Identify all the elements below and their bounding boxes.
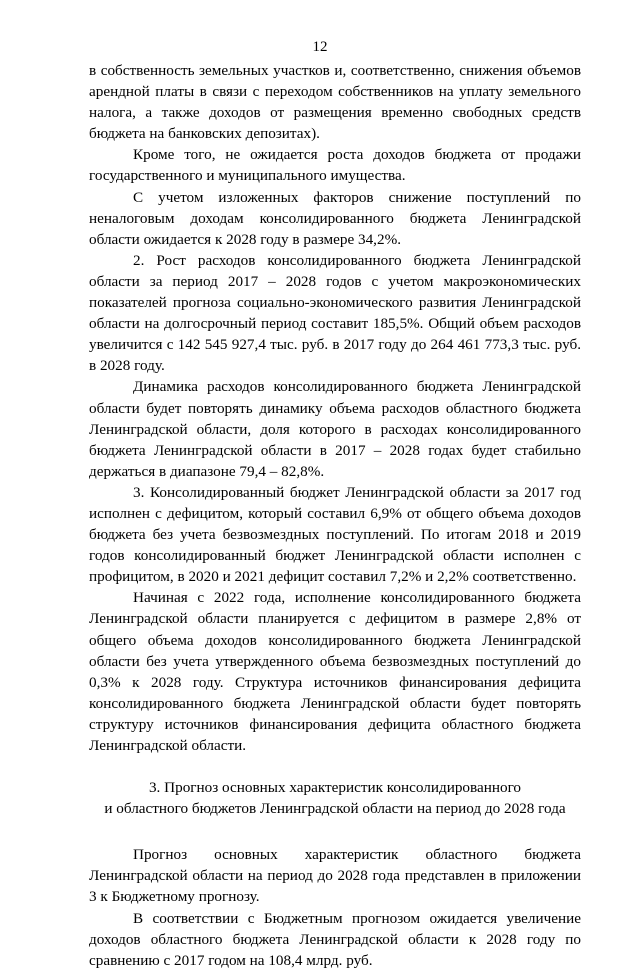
section-heading-line-2: и областного бюджетов Ленинградской области на период до 2028 года — [104, 800, 566, 818]
section-heading-line-1: 3. Прогноз основных характеристик консолидированного — [148, 779, 522, 797]
paragraph-expenditure-growth: 2. Рост расходов консолидированного бюджета Ленинградской области за период 2017 – 2028 годов с учетом макроэкономических показателей прогноза социально-экономического развития Ленинградской области на долгосрочный период составит 185,5%. Общий объем расходов увеличится с 142 545 927,4 тыс. руб. в 2017 году до 264 461 773,3 тыс. руб. в 2028 году. — [89, 251, 581, 375]
page-number: 12 — [312, 39, 328, 55]
paragraph-deficit-2017: 3. Консолидированный бюджет Ленинградской области за 2017 год исполнен с дефицитом, который составил 6,9% от общего объема доходов бюджета без учета безвозмездных поступлений. По итогам 2018 и 2019 годов консолидированный бюджет Ленинградской области исполнен с профицитом, в 2020 и 2021 дефицит составил 7,2% и 2,2% соответственно. — [89, 483, 581, 586]
paragraph-revenue-increase: В соответствии с Бюджетным прогнозом ожидается увеличение доходов областного бюджета Ленинградской области к 2028 году по сравнению с 2017 годом на 108,4 млрд. руб. — [89, 909, 581, 969]
paragraph-continuation: в собственность земельных участков и, соответственно, снижения объемов арендной платы в связи с переходом собственников на уплату земельного налога, а также доходов от размещения временно свободных средств бюджета на банковских депозитах). — [89, 62, 581, 143]
paragraph-property-sales: Кроме того, не ожидается роста доходов бюджета от продажи государственного и муниципального имущества. — [89, 146, 581, 185]
paragraph-nontax-revenue: С учетом изложенных факторов снижение поступлений по неналоговым доходам консолидированного бюджета Ленинградской области ожидается к 2028 году в размере 34,2%. — [89, 188, 581, 248]
document-body — [89, 60, 581, 971]
section-heading — [89, 777, 581, 819]
paragraph-expenditure-dynamics: Динамика расходов консолидированного бюджета Ленинградской области будет повторять динамику объема расходов областного бюджета Ленинградской области, доля которого в расходах консолидированного бюджета Ленинградской области в 2017 – 2028 годах будет стабильно держаться в диапазоне 79,4 – 82,8%. — [89, 378, 581, 480]
paragraph-deficit-forecast: Начиная с 2022 года, исполнение консолидированного бюджета Ленинградской области планируется с дефицитом в размере 2,8% от общего объема доходов консолидированного бюджета Ленинградской области без учета утвержденного объема безвозмездных поступлений до 0,3% к 2028 году. Структура источников финансирования дефицита консолидированного бюджета Ленинградской области будет повторять структуру источников финансирования дефицита областного бюджета Ленинградской области. — [89, 589, 581, 754]
paragraph-regional-forecast: Прогноз основных характеристик областного бюджета Ленинградской области на период до 2028 года представлен в приложении 3 к Бюджетному прогнозу. — [89, 846, 581, 906]
